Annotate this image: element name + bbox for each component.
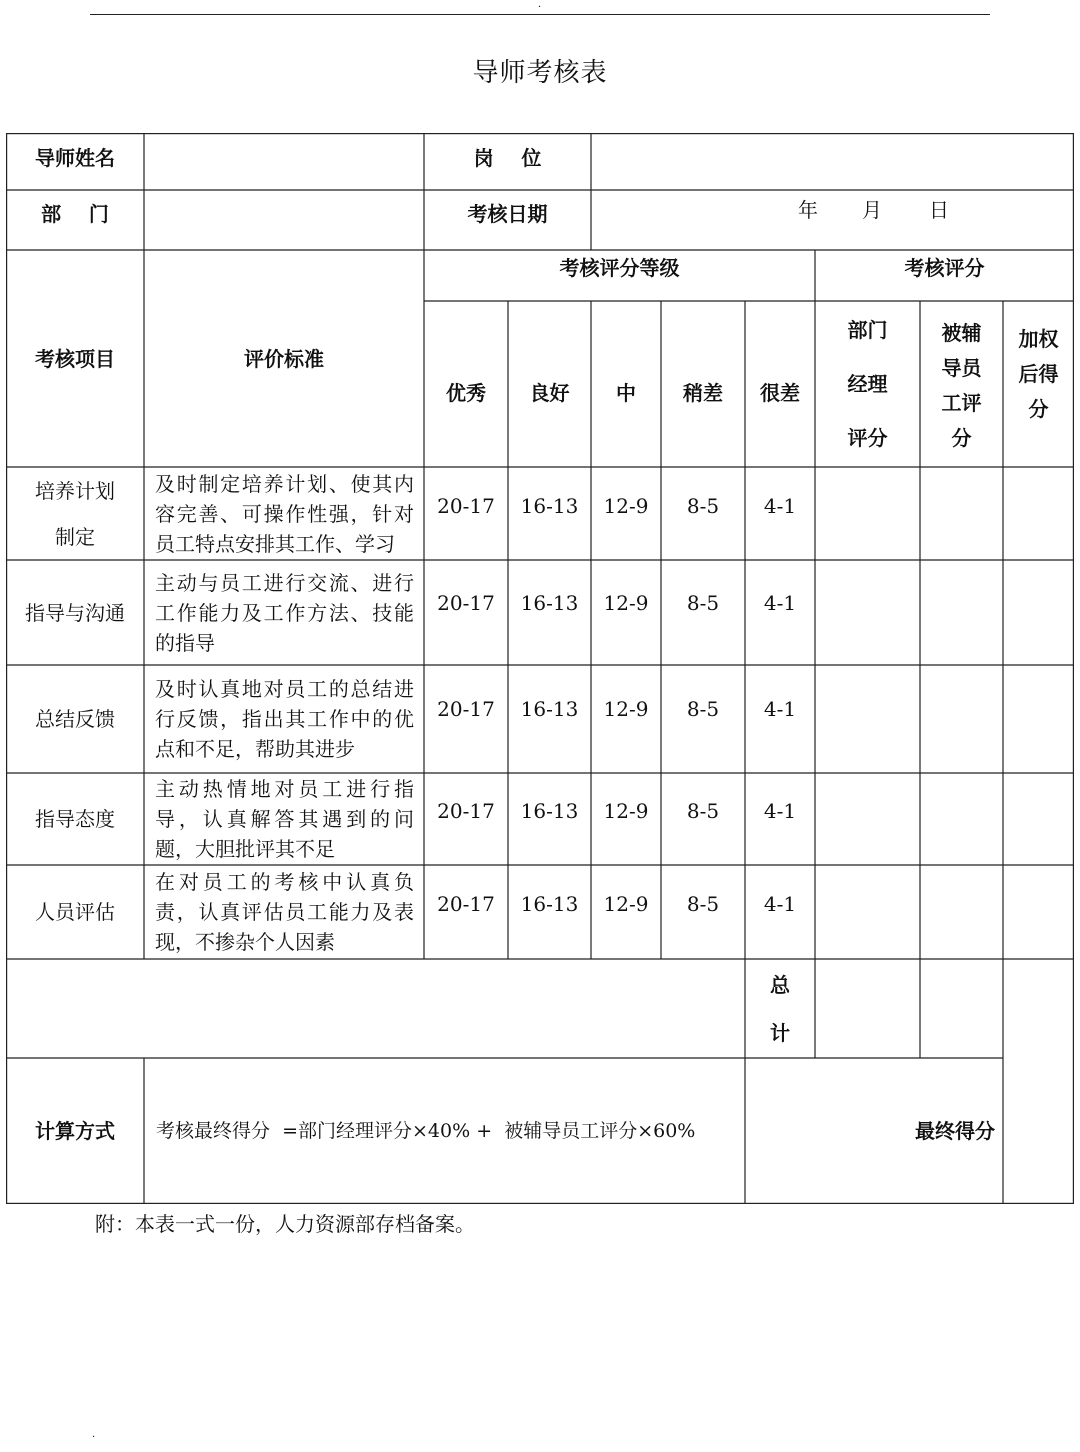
grade-range: 8-5 [686, 493, 720, 518]
grade-range: 16-13 [520, 892, 579, 916]
grade-range: 16-13 [520, 697, 579, 721]
dept-manager-score-field[interactable] [815, 467, 920, 560]
final-score-label: 最终得分 [915, 1119, 995, 1143]
document-title: 导师考核表 [472, 58, 608, 88]
item-name-line: 指导态度 [35, 807, 115, 831]
score-group-header: 考核评分 [904, 255, 985, 280]
item-name [6, 467, 144, 560]
criteria-text: 及时认真地对员工的总结进行反馈，指出其工作中的优点和不足，帮助其进步 [155, 677, 414, 761]
total-blank [6, 959, 745, 1058]
assessment-date-field[interactable] [591, 190, 1074, 250]
grade-range: 8-5 [686, 799, 720, 823]
mentee-score-line4: 分 [951, 426, 972, 450]
footer-dot: · [92, 1432, 96, 1443]
criteria-text: 在对员工的考核中认真负责，认真评估员工能力及表现，不掺杂个人因素 [155, 870, 414, 954]
grade-excellent-header: 优秀 [446, 381, 486, 405]
total-label-line2: 计 [770, 1020, 790, 1045]
mentee-score-line2: 导员 [941, 356, 982, 380]
total-dept-manager-score[interactable] [815, 959, 920, 1058]
grade-range: 12-9 [603, 590, 649, 615]
mentee-score-field[interactable] [920, 560, 1003, 665]
grade-range: 12-9 [603, 697, 649, 721]
department-label: 部 门 [41, 202, 109, 226]
grade-range: 12-9 [603, 892, 649, 916]
mentee-score-field[interactable] [920, 665, 1003, 773]
item-name [6, 560, 144, 665]
calculation-label: 计算方式 [35, 1119, 115, 1143]
mentee-score-line1: 被辅 [941, 321, 982, 345]
weighted-score-header [1003, 301, 1074, 467]
grade-group-header: 考核评分等级 [559, 255, 680, 280]
grade-range: 4-1 [763, 892, 797, 916]
footnote: 附：本表一式一份，人力资源部存档备案。 [95, 1212, 475, 1236]
item-name-line: 人员评估 [35, 900, 115, 924]
calculation-formula: 考核最终得分 =部门经理评分×40% + 被辅导员工评分×60% [156, 1119, 696, 1142]
mentor-name-label: 导师姓名 [35, 145, 115, 170]
grade-range: 12-9 [603, 799, 649, 823]
mentor-name-field[interactable] [144, 133, 424, 190]
grade-range: 16-13 [520, 590, 579, 615]
dept-manager-score-field[interactable] [815, 773, 920, 865]
grade-range: 4-1 [763, 493, 797, 518]
item-header: 考核项目 [35, 346, 115, 371]
grade-range: 16-13 [520, 799, 579, 823]
criteria-text: 主动与员工进行交流、进行工作能力及工作方法、技能的指导 [155, 570, 414, 655]
item-name-line: 指导与沟通 [25, 600, 125, 625]
assessment-date-label: 考核日期 [467, 202, 548, 226]
total-mentee-score[interactable] [920, 959, 1003, 1058]
grade-range: 20-17 [437, 493, 495, 518]
dept-manager-score-field[interactable] [815, 665, 920, 773]
grade-average-header: 中 [616, 381, 636, 405]
weighted-score-line1: 加权 [1018, 326, 1059, 351]
department-field[interactable] [144, 190, 424, 250]
criteria-text: 主动热情地对员工进行指导，认真解答其遇到的问题，大胆批评其不足 [155, 777, 414, 861]
grade-range: 20-17 [437, 799, 495, 823]
grade-range: 20-17 [437, 892, 495, 916]
grade-range: 4-1 [763, 590, 797, 615]
header-rule [90, 14, 990, 15]
grade-range: 12-9 [603, 493, 649, 518]
item-name [6, 865, 144, 959]
item-name-line: 总结反馈 [35, 707, 115, 731]
mentee-score-header [920, 301, 1003, 467]
item-name-line: 制定 [55, 524, 95, 549]
grade-fair-header: 稍差 [683, 381, 723, 405]
item-name-line: 培养计划 [35, 478, 115, 503]
grade-good-header: 良好 [529, 381, 570, 405]
weighted-score-field[interactable] [1003, 665, 1074, 773]
weighted-score-field[interactable] [1003, 865, 1074, 959]
date-year: 年 [798, 198, 818, 222]
assessment-table [6, 133, 1074, 1204]
weighted-score-field[interactable] [1003, 773, 1074, 865]
grade-poor-header: 很差 [760, 381, 800, 405]
grade-range: 8-5 [686, 697, 720, 721]
mentee-score-field[interactable] [920, 865, 1003, 959]
dept-manager-score-line3: 评分 [847, 426, 888, 450]
dept-manager-score-header [815, 301, 920, 467]
grade-range: 4-1 [763, 799, 797, 823]
mentee-score-field[interactable] [920, 467, 1003, 560]
mentee-score-line3: 工评 [941, 391, 982, 415]
total-label-line1: 总 [770, 972, 790, 997]
grade-range: 20-17 [437, 697, 495, 721]
weighted-score-field[interactable] [1003, 467, 1074, 560]
grade-range: 20-17 [437, 590, 495, 615]
final-score-field[interactable] [1003, 959, 1074, 1204]
criteria-text: 及时制定培养计划、使其内容完善、可操作性强，针对员工特点安排其工作、学习 [155, 471, 414, 556]
dept-manager-score-field[interactable] [815, 560, 920, 665]
dept-manager-score-line1: 部门 [847, 318, 888, 342]
header-dot: · [538, 2, 542, 13]
criteria-header: 评价标准 [244, 346, 324, 371]
grade-range: 4-1 [763, 697, 797, 721]
position-label: 岗 位 [473, 145, 542, 170]
weighted-score-line2: 后得 [1018, 361, 1059, 386]
item-name [6, 773, 144, 865]
date-month: 月 [862, 198, 882, 222]
dept-manager-score-line2: 经理 [847, 372, 888, 396]
grade-range: 8-5 [686, 590, 720, 615]
dept-manager-score-field[interactable] [815, 865, 920, 959]
date-day: 日 [929, 198, 949, 222]
item-name [6, 665, 144, 773]
position-field[interactable] [591, 133, 1074, 190]
grade-range: 8-5 [686, 892, 720, 916]
weighted-score-field[interactable] [1003, 560, 1074, 665]
total-label [745, 959, 815, 1058]
grade-range: 16-13 [520, 493, 579, 518]
weighted-score-line3: 分 [1028, 396, 1049, 421]
mentee-score-field[interactable] [920, 773, 1003, 865]
